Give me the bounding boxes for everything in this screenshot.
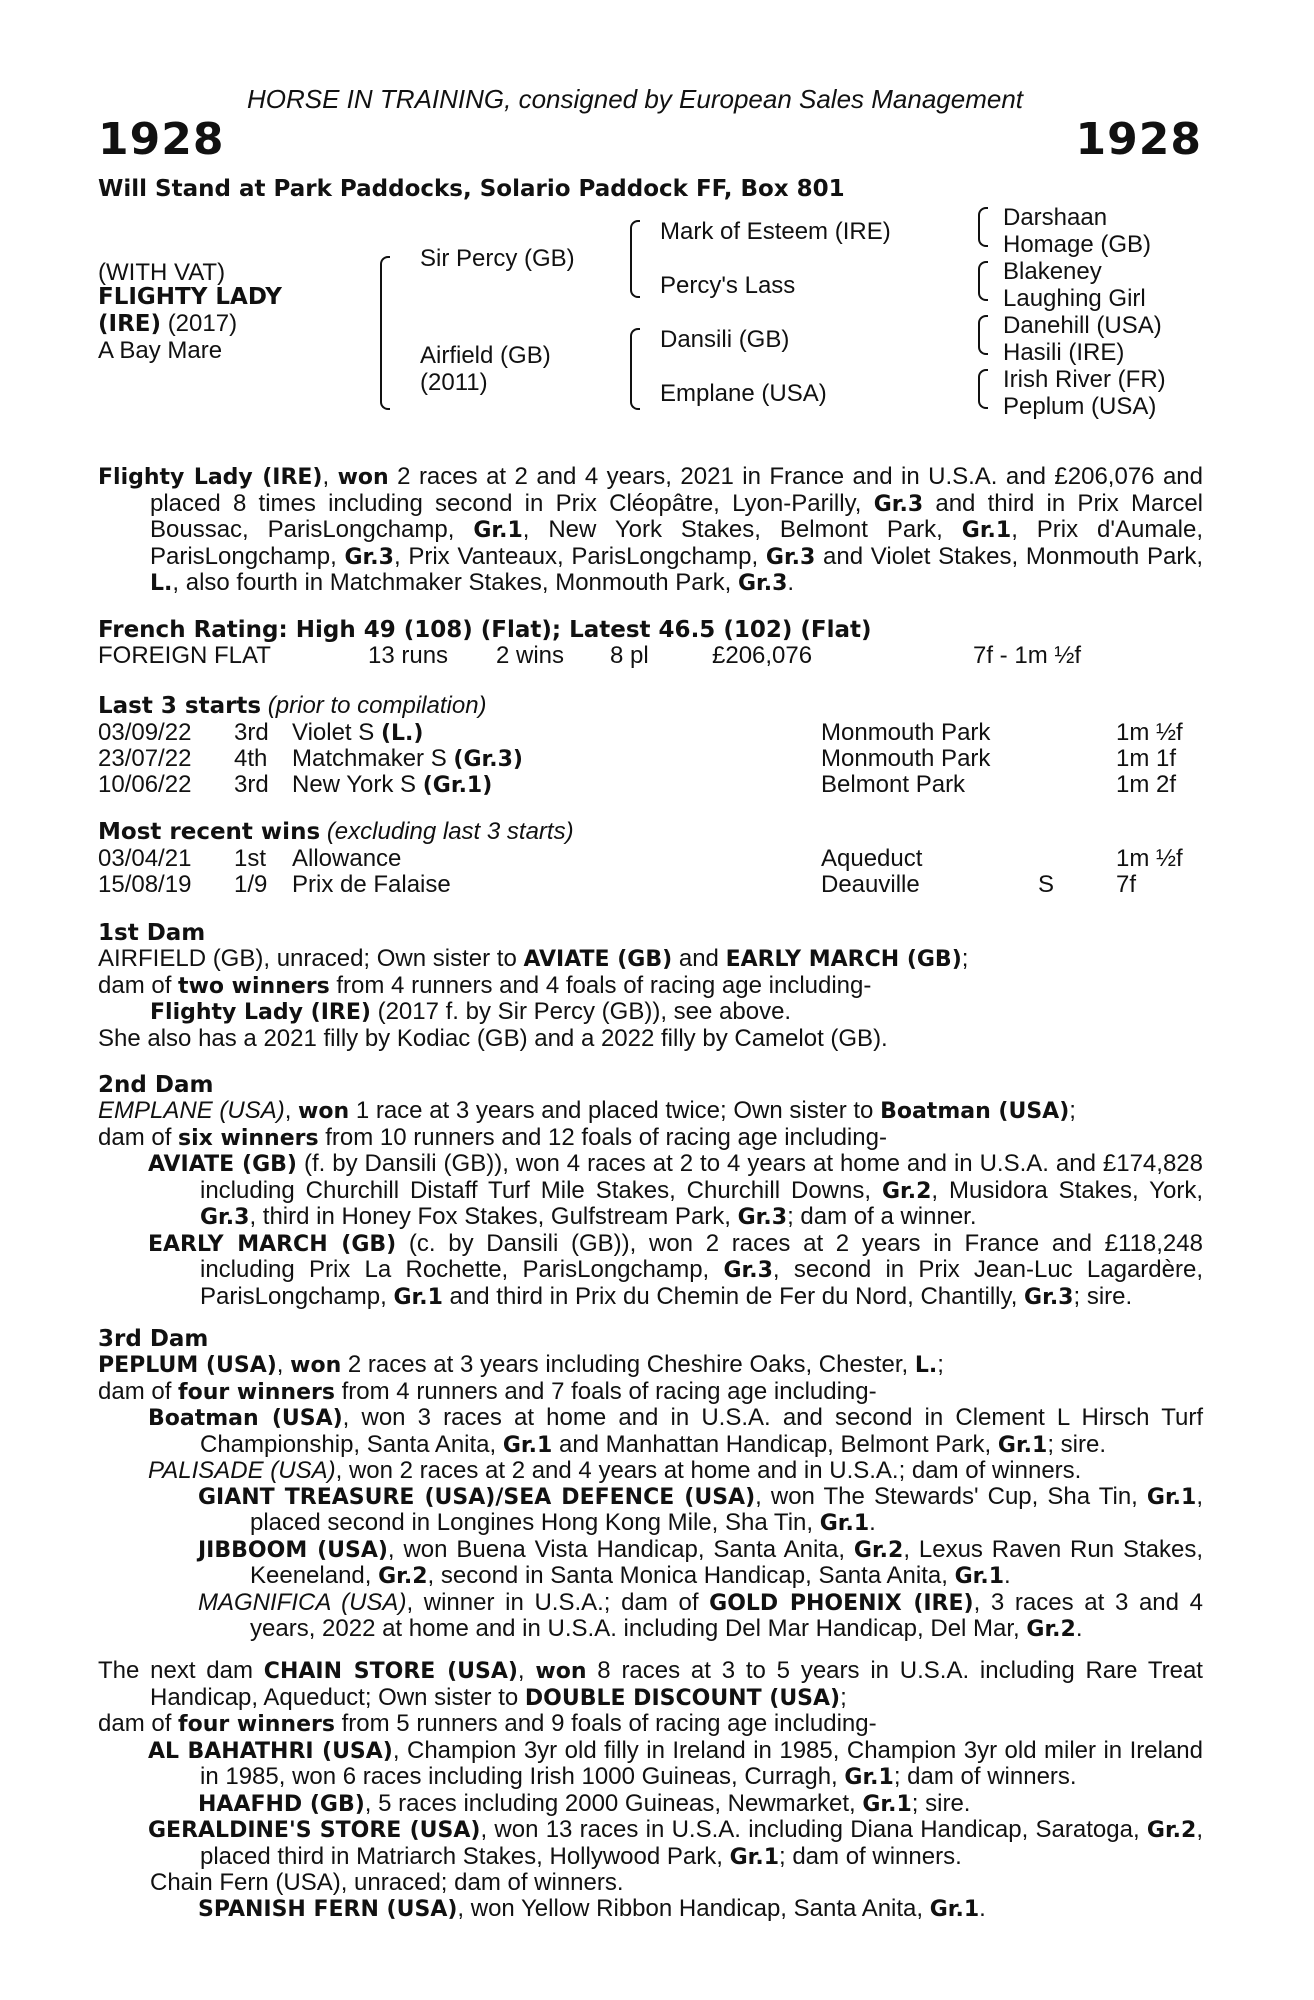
lot-number-right: 1928: [1075, 114, 1202, 165]
rating-row: [98, 642, 1198, 668]
race-name-cell: [292, 719, 423, 747]
rating-places: 8 pl: [610, 642, 649, 669]
race-grade: (L.): [380, 721, 424, 746]
dam3-title: 3rd Dam: [98, 1326, 209, 1352]
race-pos-cell: 4th: [234, 745, 268, 772]
pedigree-sire-dam: Percy's Lass: [660, 272, 796, 299]
race-date-cell: 10/06/22: [98, 771, 192, 798]
rating-distance: 7f - 1m ½f: [973, 642, 1082, 669]
pedigree-g5: Danehill (USA): [1003, 312, 1162, 339]
dam2-title: 2nd Dam: [98, 1072, 214, 1098]
pedigree-brace-main: [380, 256, 390, 410]
pedigree-dam-sire: Dansili (GB): [660, 326, 790, 353]
race-course-cell: Deauville: [821, 871, 920, 898]
horse-country: (IRE): [98, 311, 162, 337]
race-pos-cell: 3rd: [234, 719, 269, 746]
recent-title: Most recent wins: [98, 819, 321, 845]
pedigree-dam: Airfield (GB): [420, 342, 551, 369]
race-course-cell: Aqueduct: [821, 845, 923, 872]
pedigree-brace-g4: [978, 369, 988, 409]
race-name: Allowance: [292, 845, 402, 872]
table-row: [98, 871, 1198, 897]
stand-location: Will Stand at Park Paddocks, Solario Paddock FF, Box 801: [98, 176, 845, 202]
horse-description: A Bay Mare: [98, 337, 223, 364]
dam1-title: 1st Dam: [98, 920, 206, 946]
dam1-text: AIRFIELD (GB), unraced; Own sister to AVIATE (GB) and EARLY MARCH (GB); dam of two winners from 4 runners and 4 foals of racing age including- Flighty Lady (IRE) (2017 f. by Sir Percy (GB)), see above. She also has a 2021 filly by Kodiac (GB) and a 2022 filly by Camelot (GB).: [98, 945, 969, 1052]
rating-label: FOREIGN FLAT: [98, 642, 271, 669]
catalogue-subtitle: HORSE IN TRAINING, consigned by European Sales Management: [247, 84, 1024, 114]
race-date-cell: 03/04/21: [98, 845, 192, 872]
race-dist-cell: 7f: [1116, 871, 1137, 898]
pedigree-dam-year: (2011): [420, 369, 488, 396]
race-name-cell: [292, 745, 523, 773]
race-dist-cell: 1m 1f: [1116, 745, 1177, 772]
last3-title: Last 3 starts: [98, 693, 262, 719]
pedigree-g1: Darshaan: [1003, 204, 1108, 231]
lot-number-left: 1928: [98, 114, 225, 165]
dam3-text: PEPLUM (USA), won 2 races at 3 years including Cheshire Oaks, Chester, L.; dam of four winners from 4 runners and 7 foals of racing age including- Boatman (USA), won 3 races at home and in U.S.A. and second in Clement L Hirsch Turf Championship, Santa Anita, Gr.1 and Manhattan Handicap, Belmont Park, Gr.1; sire. PALISADE (USA), won 2 races at 2 and 4 years at home and in U.S.A.; dam of winners. GIANT TREASURE (USA)/SEA DEFENCE (USA), won The Stewards' Cup, Sha Tin, Gr.1, placed second in Longines Hong Kong Mile, Sha Tin, Gr.1. JIBBOOM (USA), won Buena Vista Handicap, Santa Anita, Gr.2, Lexus Raven Run Stakes, Keeneland, Gr.2, second in Santa Monica Handicap, Santa Anita, Gr.1. MAGNIFICA (USA), winner in U.S.A.; dam of GOLD PHOENIX (IRE), 3 races at 3 and 4 years, 2022 at home and in U.S.A. including Del Mar Handicap, Del Mar, Gr.2.: [98, 1351, 1204, 1642]
table-row: [98, 719, 1198, 745]
pedigree-g2: Homage (GB): [1003, 231, 1152, 258]
race-flag-cell: S: [1038, 871, 1055, 898]
pedigree-g8: Peplum (USA): [1003, 393, 1157, 420]
table-row: [98, 745, 1198, 771]
race-date-cell: 23/07/22: [98, 745, 192, 772]
pedigree-brace-g1: [978, 207, 988, 247]
pedigree-brace-dam: [630, 328, 640, 410]
race-name: New York S: [292, 771, 417, 798]
table-row: [98, 771, 1198, 797]
horse-year: (2017): [167, 310, 238, 337]
race-date-cell: 15/08/19: [98, 871, 192, 898]
race-dist-cell: 1m ½f: [1116, 719, 1183, 746]
table-row: [98, 845, 1198, 871]
recent-note: (excluding last 3 starts): [326, 818, 574, 845]
horse-suffix-year: [98, 311, 237, 337]
vat-note: (WITH VAT): [98, 259, 226, 286]
rating-wins: 2 wins: [496, 642, 565, 669]
race-record: Flighty Lady (IRE), won 2 races at 2 and 4 years, 2021 in France and in U.S.A. and £206,076 and placed 8 times including second in Prix Cléopâtre, Lyon-Parilly, Gr.3 and third in Prix Marcel Boussac, ParisLongchamp, Gr.1, New York Stakes, Belmont Park, Gr.1, Prix d'Aumale, ParisLongchamp, Gr.3, Prix Vanteaux, ParisLongchamp, Gr.3 and Violet Stakes, Monmouth Park, L., also fourth in Matchmaker Stakes, Monmouth Park, Gr.3.: [98, 463, 1204, 596]
race-dist-cell: 1m 2f: [1116, 771, 1177, 798]
race-course-cell: Monmouth Park: [821, 745, 991, 772]
next-dam-text: The next dam CHAIN STORE (USA), won 8 races at 3 to 5 years in U.S.A. including Rare Treat Handicap, Aqueduct; Own sister to DOUBLE DISCOUNT (USA); dam of four winners from 5 runners and 9 foals of racing age including- AL BAHATHRI (USA), Champion 3yr old filly in Ireland in 1985, Champion 3yr old miler in Ireland in 1985, won 6 races including Irish 1000 Guineas, Curragh, Gr.1; dam of winners. HAAFHD (GB), 5 races including 2000 Guineas, Newmarket, Gr.1; sire. GERALDINE'S STORE (USA), won 13 races in U.S.A. including Diana Handicap, Saratoga, Gr.2, placed third in Matriarch Stakes, Hollywood Park, Gr.1; dam of winners. Chain Fern (USA), unraced; dam of winners. SPANISH FERN (USA), won Yellow Ribbon Handicap, Santa Anita, Gr.1.: [98, 1657, 1204, 1922]
pedigree-brace-g2: [978, 261, 988, 301]
recent-heading: [98, 819, 574, 845]
race-course-cell: Monmouth Park: [821, 719, 991, 746]
race-name: Matchmaker S: [292, 745, 447, 772]
race-grade: (Gr.1): [422, 773, 493, 798]
race-name-cell: [292, 871, 451, 899]
rating-title: French Rating: High 49 (108) (Flat); Latest 46.5 (102) (Flat): [98, 617, 872, 643]
pedigree-g7: Irish River (FR): [1003, 366, 1166, 393]
race-dist-cell: 1m ½f: [1116, 845, 1183, 872]
race-date-cell: 03/09/22: [98, 719, 192, 746]
pedigree-brace-sire: [630, 220, 640, 298]
pedigree-g4: Laughing Girl: [1003, 285, 1146, 312]
horse-name: FLIGHTY LADY: [98, 284, 282, 310]
last3-heading: [98, 693, 487, 719]
rating-earnings: £206,076: [712, 642, 813, 669]
pedigree-g3: Blakeney: [1003, 258, 1102, 285]
last3-note: (prior to compilation): [267, 692, 487, 719]
dam2-text: EMPLANE (USA), won 1 race at 3 years and placed twice; Own sister to Boatman (USA); dam of six winners from 10 runners and 12 foals of racing age including- AVIATE (GB) (f. by Dansili (GB)), won 4 races at 2 to 4 years at home and in U.S.A. and £174,828 including Churchill Distaff Turf Mile Stakes, Churchill Downs, Gr.2, Musidora Stakes, York, Gr.3, third in Honey Fox Stakes, Gulfstream Park, Gr.3; dam of a winner. EARLY MARCH (GB) (c. by Dansili (GB)), won 2 races at 2 years in France and £118,248 including Prix La Rochette, ParisLongchamp, Gr.3, second in Prix Jean-Luc Lagardère, ParisLongchamp, Gr.1 and third in Prix du Chemin de Fer du Nord, Chantilly, Gr.3; sire.: [98, 1097, 1203, 1310]
race-pos-cell: 1/9: [234, 871, 268, 898]
pedigree-g6: Hasili (IRE): [1003, 339, 1125, 366]
race-grade: (Gr.3): [453, 747, 523, 772]
rating-runs: 13 runs: [368, 642, 449, 669]
race-name: Violet S: [292, 719, 375, 746]
race-pos-cell: 1st: [234, 845, 267, 872]
pedigree-dam-dam: Emplane (USA): [660, 380, 827, 407]
pedigree-sire-sire: Mark of Esteem (IRE): [660, 218, 891, 245]
race-pos-cell: 3rd: [234, 771, 269, 798]
race-course-cell: Belmont Park: [821, 771, 966, 798]
pedigree-brace-g3: [978, 315, 988, 355]
race-name-cell: [292, 845, 401, 873]
race-name-cell: [292, 771, 492, 799]
pedigree-sire: Sir Percy (GB): [420, 245, 575, 272]
race-name: Prix de Falaise: [292, 871, 451, 898]
